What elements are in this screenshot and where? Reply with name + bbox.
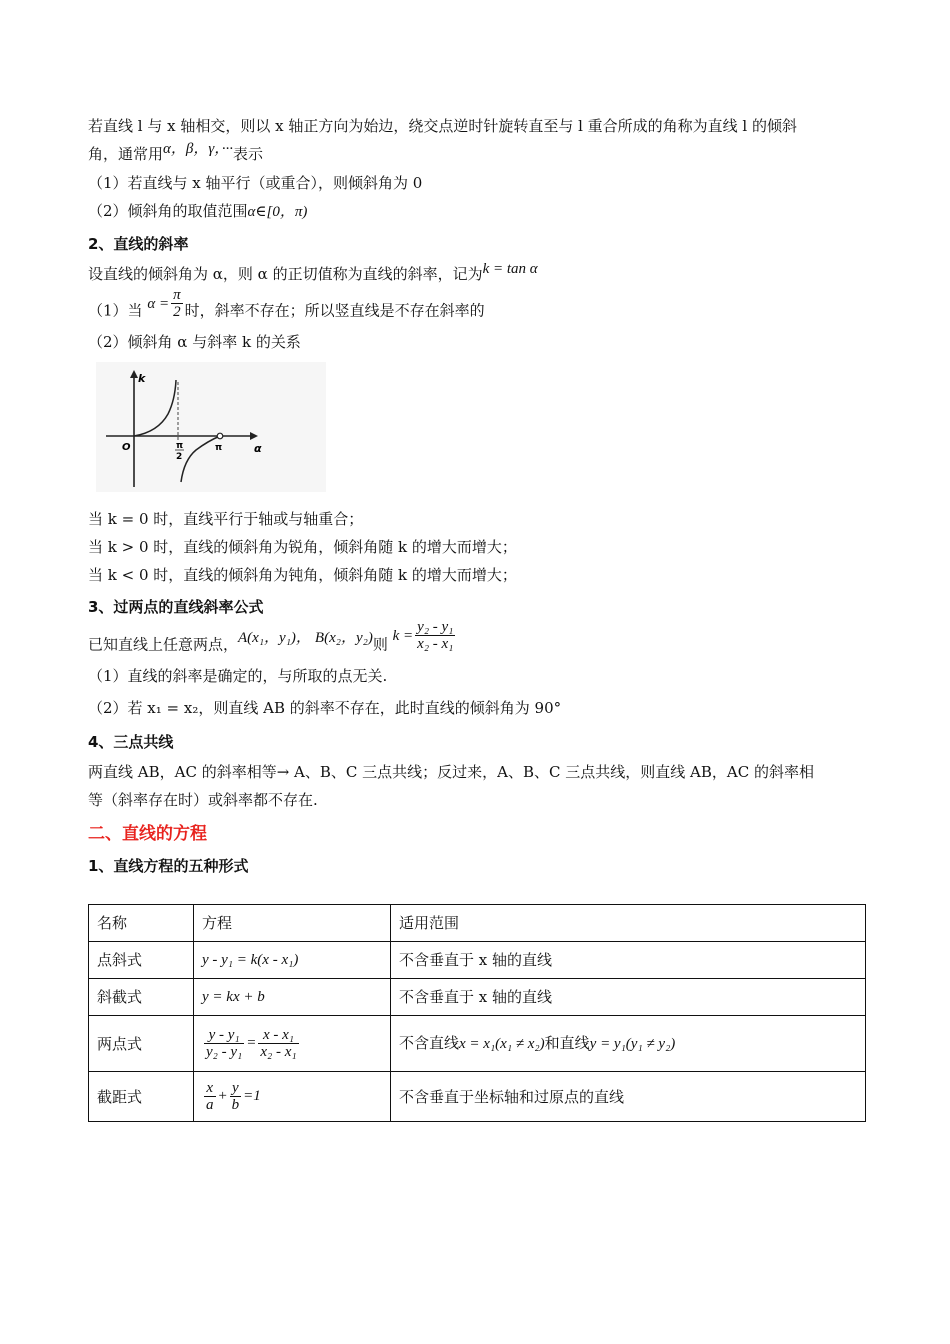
table-row <box>89 1016 866 1072</box>
collinear-text1: 两直线 AB，AC 的斜率相等→ A、B、C 三点共线；反过来，A、B、C 三点共线，则直线 AB，AC 的斜率相 <box>88 763 814 781</box>
form-name: 斜截式 <box>89 979 194 1016</box>
table-header-row <box>89 905 866 942</box>
x-axis-label: α <box>254 442 262 455</box>
table-row <box>89 942 866 979</box>
form-name: 截距式 <box>89 1072 194 1122</box>
table-header: 适用范围 <box>391 905 866 942</box>
form-scope: 不含直线x = x₁(x₁ ≠ x₂)和直线y = y₁(y₁ ≠ y₂) <box>391 1016 866 1072</box>
section2-heading: 2、直线的斜率 <box>88 235 189 253</box>
section3-item1: （1）直线的斜率是确定的，与所取的点无关. <box>88 667 388 685</box>
form-scope: 不含垂直于坐标轴和过原点的直线 <box>391 1072 866 1122</box>
form-name: 两点式 <box>89 1016 194 1072</box>
section3-item2: （2）若 x₁ = x₂，则直线 AB 的斜率不存在，此时直线的倾斜角为 90° <box>88 699 562 717</box>
form-name: 点斜式 <box>89 942 194 979</box>
table-header: 名称 <box>89 905 194 942</box>
form-equation: $\frac{\text{y - y₁}}{\text{y₂ - y₁}}$ = $\frac{\text{x - x₁}}{\text{x₂ - x₁}}$ <box>194 1016 391 1072</box>
slope-item2: （2）倾斜角 α 与斜率 k 的关系 <box>88 333 301 351</box>
form-equation: y = kx + b <box>194 979 391 1016</box>
line-equation-table <box>88 904 866 1122</box>
half-pi-num-label: π <box>176 441 184 451</box>
y-axis-label: k <box>138 372 146 385</box>
form-scope: 不含垂直于 x 轴的直线 <box>391 942 866 979</box>
intro-line1: 若直线 l 与 x 轴相交，则以 x 轴正方向为始边，绕交点逆时针旋转直至与 l 重合所成的角称为直线 l 的倾斜 <box>88 117 797 135</box>
form-equation: $\frac{x}{a}$ + $\frac{y}{b}$ =1 <box>194 1072 391 1122</box>
part2-subheading: 1、直线方程的五种形式 <box>88 857 249 875</box>
case-k-positive: 当 k > 0 时，直线的倾斜角为锐角，倾斜角随 k 的增大而增大； <box>88 538 517 556</box>
table-row <box>89 979 866 1016</box>
case-k-negative: 当 k < 0 时，直线的倾斜角为钝角，倾斜角随 k 的增大而增大； <box>88 566 517 584</box>
case-k-zero: 当 k = 0 时，直线平行于轴或与轴重合； <box>88 510 364 528</box>
collinear-text2: 等（斜率存在时）或斜率都不存在. <box>88 791 318 809</box>
two-point-formula: 已知直线上任意两点，A(x₁，y₁)， B(x₂，y₂)则 k = $\frac{\text{y₂ - y₁}}{\text{x₂ - x₁}}$ <box>88 619 454 654</box>
intro-line2: 角，通常用α，β，γ，···表示 <box>88 141 264 163</box>
slope-formula: k = tan α <box>482 261 538 277</box>
half-pi-fraction: $\frac{\pi}{2}$ <box>173 287 181 320</box>
origin-label: O <box>122 442 131 453</box>
table-header: 方程 <box>194 905 391 942</box>
intro-item1: （1）若直线与 x 轴平行（或重合），则倾斜角为 0 <box>88 174 423 192</box>
intro-item2: （2）倾斜角的取值范围α∈[0，π) <box>88 202 308 220</box>
point-b: B(x₂，y₂) <box>314 629 373 646</box>
form-equation: y - y₁ = k(x - x₁) <box>194 942 391 979</box>
pi-point <box>217 433 223 439</box>
angle-symbols: α，β，γ，··· <box>163 141 234 157</box>
point-a: A(x₁，y₁)， <box>238 629 311 646</box>
slope-item1: （1）当 α = $\frac{\pi}{2}$ 时，斜率不存在；所以竖直线是不存在斜率的 <box>88 287 485 320</box>
slope-definition: 设直线的倾斜角为 α，则 α 的正切值称为直线的斜率，记为k = tan α <box>88 261 538 283</box>
section3-heading: 3、过两点的直线斜率公式 <box>88 598 264 616</box>
table-row <box>89 1072 866 1122</box>
graph-background <box>96 362 326 492</box>
section4-heading: 4、三点共线 <box>88 733 174 751</box>
pi-label: π <box>215 443 223 453</box>
form-scope: 不含垂直于 x 轴的直线 <box>391 979 866 1016</box>
slope-fraction: $\frac{\text{y₂ - y₁}}{\text{x₂ - x₁}}$ <box>417 619 454 652</box>
document-body <box>88 112 863 1122</box>
angle-range: α∈[0，π) <box>247 204 308 220</box>
half-pi-den-label: 2 <box>176 452 183 462</box>
tan-graph <box>96 362 326 492</box>
part2-heading: 二、直线的方程 <box>88 824 207 844</box>
